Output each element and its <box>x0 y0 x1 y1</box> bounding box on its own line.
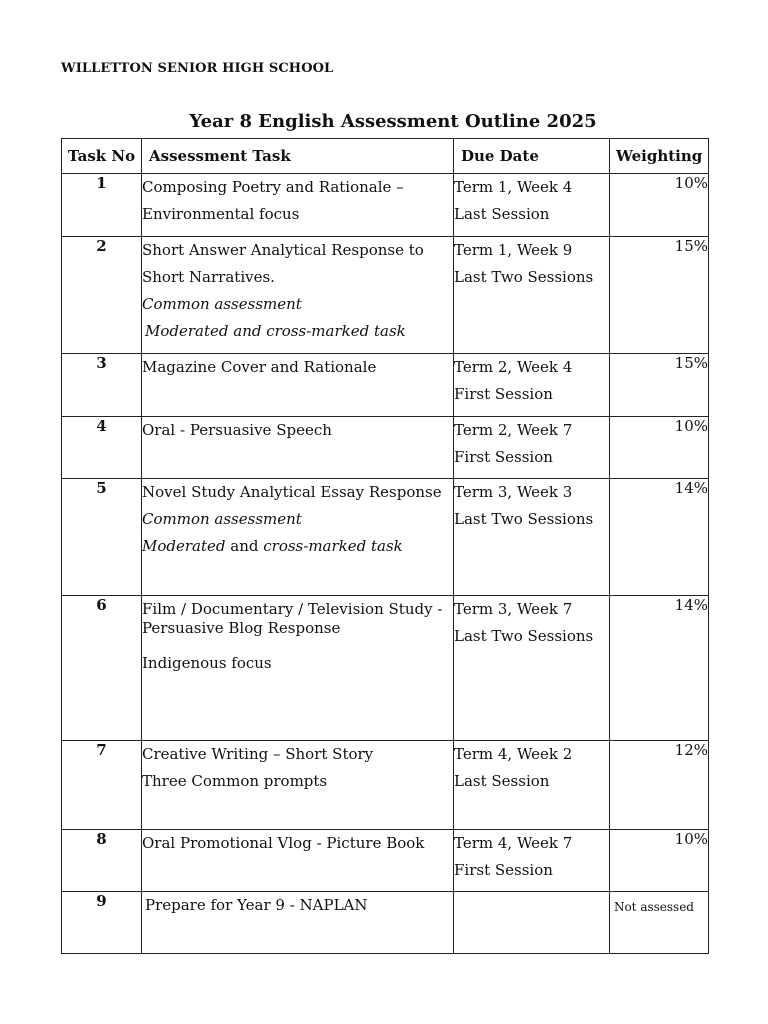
task-cell <box>142 354 454 417</box>
due-date-cell <box>454 596 610 741</box>
task-cell <box>142 479 454 596</box>
task-text: Oral - Persuasive Speech <box>142 421 332 439</box>
task-text: Prepare for Year 9 - NAPLAN <box>145 896 368 914</box>
task-number: 3 <box>62 354 142 417</box>
due-date-cell <box>454 354 610 417</box>
task-number: 9 <box>62 892 142 954</box>
task-number: 6 <box>62 596 142 741</box>
table-row <box>62 174 709 237</box>
task-number: 4 <box>62 417 142 479</box>
task-note: Common assessment <box>142 510 302 528</box>
task-text: Three Common prompts <box>142 772 328 790</box>
weighting-value: 10% <box>610 417 709 479</box>
due-session-text: Last Two Sessions <box>454 268 594 286</box>
task-text: Film / Documentary / Television Study - <box>142 600 443 618</box>
table-header-row <box>62 139 709 174</box>
column-header-due-date: Due Date <box>454 139 610 174</box>
weighting-value: 12% <box>610 741 709 830</box>
due-session-text: Last Session <box>454 205 550 223</box>
task-text: Creative Writing – Short Story <box>142 745 374 763</box>
due-session-text: Last Two Sessions <box>454 627 594 645</box>
task-note-italic: cross-marked task <box>263 537 403 555</box>
task-note: Moderated and cross-marked task <box>145 322 406 340</box>
column-header-weighting: Weighting <box>610 139 709 174</box>
table-row <box>62 830 709 892</box>
due-date-cell <box>454 830 610 892</box>
task-cell <box>142 892 454 954</box>
due-session-text: First Session <box>454 861 553 879</box>
table-row <box>62 354 709 417</box>
weighting-value: 15% <box>610 237 709 354</box>
weighting-value: 10% <box>610 174 709 237</box>
task-number: 2 <box>62 237 142 354</box>
due-date-text: Term 4, Week 2 <box>454 745 573 763</box>
due-date-cell <box>454 417 610 479</box>
task-text: Composing Poetry and Rationale – <box>142 178 404 196</box>
column-header-task-no: Task No <box>62 139 142 174</box>
due-date-text: Term 2, Week 4 <box>454 358 573 376</box>
page-title: Year 8 English Assessment Outline 2025 <box>189 111 597 132</box>
due-date-text: Term 4, Week 7 <box>454 834 573 852</box>
task-note-italic: Moderated <box>142 537 226 555</box>
task-cell <box>142 741 454 830</box>
task-cell <box>142 237 454 354</box>
due-session-text: Last Two Sessions <box>454 510 594 528</box>
weighting-value: Not assessed <box>610 892 709 954</box>
task-text: Short Narratives. <box>142 268 275 286</box>
task-cell <box>142 417 454 479</box>
task-text: Persuasive Blog Response <box>142 619 341 637</box>
table-row <box>62 237 709 354</box>
task-cell <box>142 596 454 741</box>
school-name: WILLETTON SENIOR HIGH SCHOOL <box>61 61 334 76</box>
task-note <box>142 533 453 560</box>
weighting-value: 15% <box>610 354 709 417</box>
table-row <box>62 741 709 830</box>
due-date-text: Term 3, Week 7 <box>454 600 573 618</box>
task-text: Short Answer Analytical Response to <box>142 241 424 259</box>
weighting-value: 14% <box>610 479 709 596</box>
weighting-value: 10% <box>610 830 709 892</box>
task-text: Environmental focus <box>142 205 300 223</box>
due-session-text: First Session <box>454 448 553 466</box>
weighting-value: 14% <box>610 596 709 741</box>
task-cell <box>142 830 454 892</box>
task-note-plain: and <box>225 537 264 555</box>
task-text: Oral Promotional Vlog - Picture Book <box>142 834 425 852</box>
table-row <box>62 892 709 954</box>
task-cell <box>142 174 454 237</box>
task-number: 8 <box>62 830 142 892</box>
task-number: 7 <box>62 741 142 830</box>
table-row <box>62 417 709 479</box>
assessment-table <box>61 138 709 954</box>
task-number: 1 <box>62 174 142 237</box>
column-header-assessment-task: Assessment Task <box>142 139 454 174</box>
due-session-text: Last Session <box>454 772 550 790</box>
due-date-cell <box>454 892 610 954</box>
task-number: 5 <box>62 479 142 596</box>
due-date-text: Term 3, Week 3 <box>454 483 573 501</box>
due-date-cell <box>454 174 610 237</box>
due-date-text: Term 1, Week 9 <box>454 241 573 259</box>
due-session-text: First Session <box>454 385 553 403</box>
table-row <box>62 479 709 596</box>
due-date-text: Term 1, Week 4 <box>454 178 573 196</box>
task-note: Common assessment <box>142 295 302 313</box>
due-date-cell <box>454 741 610 830</box>
due-date-cell <box>454 237 610 354</box>
due-date-cell <box>454 479 610 596</box>
table-row <box>62 596 709 741</box>
task-text: Magazine Cover and Rationale <box>142 358 377 376</box>
due-date-text: Term 2, Week 7 <box>454 421 573 439</box>
task-text: Novel Study Analytical Essay Response <box>142 483 442 501</box>
task-text: Indigenous focus <box>142 654 272 672</box>
